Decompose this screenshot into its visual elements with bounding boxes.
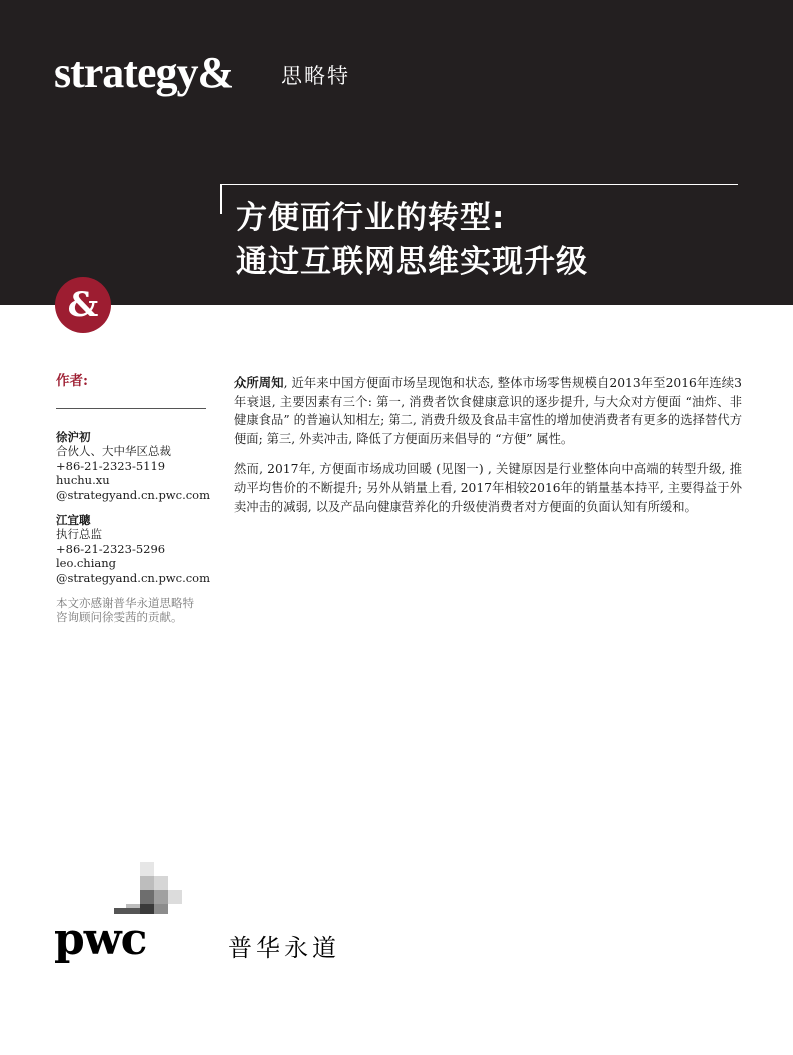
pwc-logo-mark-icon	[114, 862, 194, 914]
author-name: 徐沪初	[56, 429, 91, 444]
author-phone: +86-21-2323-5296	[56, 541, 166, 556]
author-phone: +86-21-2323-5119	[56, 458, 166, 473]
author-role: 合伙人、大中华区总裁	[56, 444, 171, 459]
pwc-logo-cn: 普华永道	[228, 934, 340, 962]
author-card	[56, 512, 211, 586]
page-title	[236, 196, 588, 284]
header-banner	[0, 0, 793, 305]
paragraph-1	[234, 374, 742, 448]
author-email-user: leo.chiang	[56, 556, 117, 571]
authors-sidebar	[56, 373, 211, 625]
author-email-domain: @strategyand.cn.pwc.com	[56, 570, 211, 585]
strategyand-logo-cn: 思略特	[281, 64, 350, 88]
paragraph-1-text: , 近年来中国方便面市场呈现饱和状态, 整体市场零售规模自2013年至2016年连续3年衰退, 主要因素有三个: 第一, 消费者饮食健康意识的逐步提升, 与大众对方便面 “油炸、非健康食品” 的普遍认知相左; 第二, 消费升级及食品丰富性的增加使消费者有更多的选择替代方便面; 第三, 外卖冲击, 降低了方便面历来倡导的 “方便” 属性。	[234, 376, 742, 446]
acknowledgement-line-1: 本文亦感谢普华永道思略特	[56, 595, 194, 610]
paragraph-1-lead: 众所周知	[234, 375, 284, 390]
acknowledgement-line-2: 咨询顾问徐雯茜的贡献。	[56, 610, 183, 625]
author-email-domain: @strategyand.cn.pwc.com	[56, 487, 211, 502]
title-line-2: 通过互联网思维实现升级	[236, 244, 588, 280]
acknowledgement	[56, 596, 208, 625]
article-body	[234, 374, 742, 528]
title-rule-horizontal	[220, 184, 738, 185]
author-email-user: huchu.xu	[56, 473, 110, 488]
author-role: 执行总监	[56, 527, 102, 542]
strategyand-logo: strategy&	[54, 48, 234, 97]
title-rule-vertical	[220, 184, 222, 214]
author-card	[56, 429, 211, 503]
pwc-logo-text: pwc	[54, 914, 147, 965]
ampersand-badge-icon: &	[55, 277, 111, 333]
sidebar-divider	[56, 408, 206, 409]
title-line-1: 方便面行业的转型:	[236, 200, 506, 236]
author-name: 江宜聰	[56, 512, 91, 527]
paragraph-2: 然而, 2017年, 方便面市场成功回暖 (见图一) , 关键原因是行业整体向中高端的转型升级, 推动平均售价的不断提升; 另外从销量上看, 2017年相较2016年的销量基本持平, 主要得益于外卖冲击的减弱, 以及产品向健康营养化的升级使消费者对方便面的负面认知有所缓和。	[234, 462, 742, 514]
authors-label: 作者:	[56, 373, 88, 389]
